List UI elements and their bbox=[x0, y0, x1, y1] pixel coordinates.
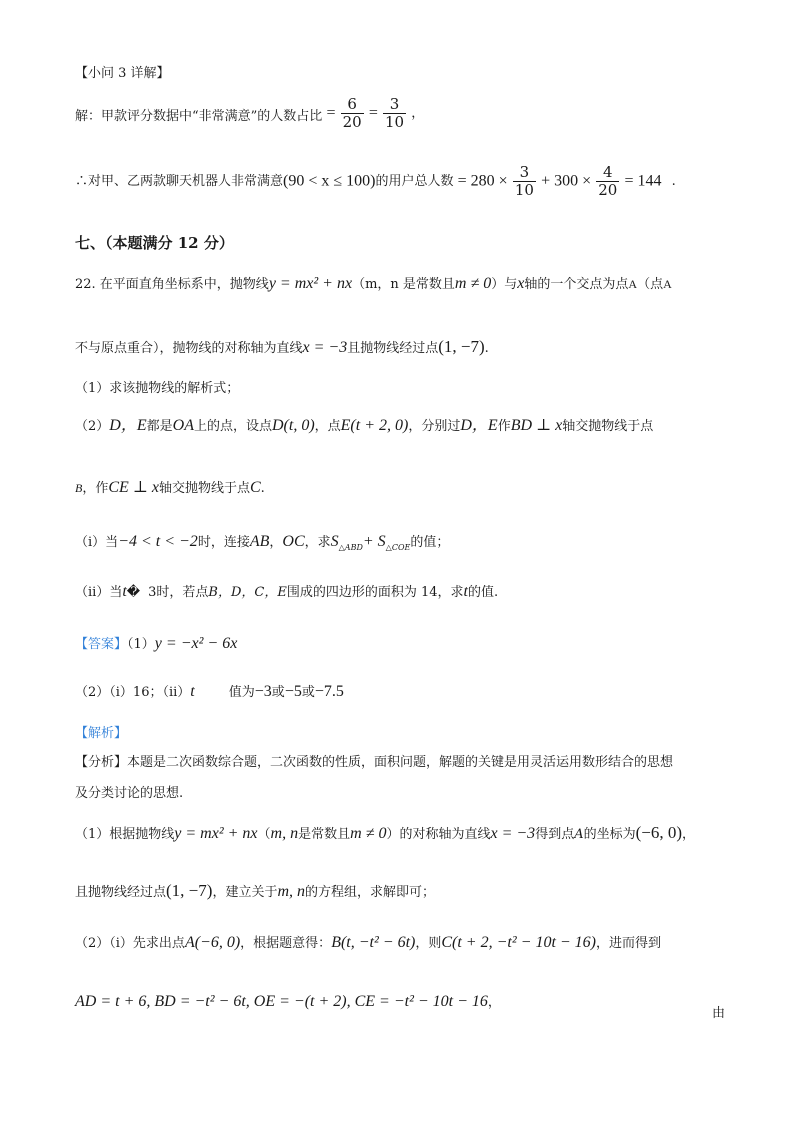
fraction-4-20: $\frac{4}{20}$ bbox=[598, 163, 618, 199]
analysis-trailing-you: 由 bbox=[712, 1006, 726, 1021]
score-range: (90 < x ≤ 100) bbox=[283, 172, 376, 190]
analysis-step2: （2）（i）先求出点A(−6, 0)，根据题意得：B(t, −t² − 6t)，则C(t + 2, −t² − 10t − 16)，进而得到 bbox=[75, 934, 662, 951]
analysis-summary-2: 及分类讨论的思想. bbox=[75, 786, 184, 801]
analysis-summary-1: 【分析】本题是二次函数综合题，二次函数的性质，面积问题，解题的关键是用灵活运用数形结合的思想 bbox=[75, 755, 674, 770]
q22-part1: （1）求该抛物线的解析式； bbox=[75, 381, 240, 396]
fraction-6-20: $\frac{6}{20}$ bbox=[342, 95, 362, 131]
analysis-step1-cont: 且抛物线经过点(1, −7)，建立关于m, n的方程组，求解即可； bbox=[75, 881, 436, 900]
answer-line2: （2）（i）16；（ii）t 值为−3或−5或−7.5 bbox=[75, 683, 344, 700]
q22-part2: （2）D，E都是OA上的点，设点D(t, 0)，点E(t + 2, 0)，分别过D，E作BD ⊥ x轴交抛物线于点 bbox=[75, 417, 654, 434]
analysis-step2-expr: AD = t + 6, BD = −t² − 6t, OE = −(t + 2), CE = −t² − 10t − 16， bbox=[75, 993, 501, 1010]
fraction-3-10: $\frac{3}{10}$ bbox=[385, 95, 405, 131]
sub3-solution-text: 解：甲款评分数据中“非常满意”的人数占比 bbox=[75, 108, 323, 124]
sub3-header: 【小问 3 详解】 bbox=[75, 66, 170, 81]
sub3-total-text: ∴对甲、乙两款聊天机器人非常满意 bbox=[75, 173, 284, 189]
sub3-total-line: ∴对甲、乙两款聊天机器人非常满意(90 < x ≤ 100)的用户总人数 = 280 × $\frac{3}{10}$ + 300 × $\frac{4}{20}$ = 144 . bbox=[75, 163, 676, 199]
sub3-solution-line: 解：甲款评分数据中“非常满意”的人数占比 = $\frac{6}{20}$ = $\frac{3}{10}$ ， bbox=[75, 95, 425, 131]
q22-part-ii: （ii）当t� 3时，若点B，D，C，E围成的四边形的面积为 14，求t的值. bbox=[75, 583, 499, 600]
analysis-step1: （1）根据抛物线y = mx² + nx（m, n是常数且m ≠ 0）的对称轴为直线x = −3得到点A的坐标为(−6, 0)， bbox=[75, 823, 696, 842]
answer-label: 【答案】 bbox=[75, 637, 128, 652]
fraction-3-10-b: $\frac{3}{10}$ bbox=[514, 163, 534, 199]
q22-line1: 22. 在平面直角坐标系中，抛物线y = mx² + nx（m，n 是常数且m ≠ 0）与x轴的一个交点为点A（点A bbox=[75, 275, 672, 292]
answer-line1: 【答案】（1）y = −x² − 6x bbox=[75, 635, 238, 652]
section-title: 七、（本题满分 12 分） bbox=[75, 234, 234, 252]
q22-part-i: （i）当−4 < t < −2时，连接AB，OC，求$S_{\triangle ABD}+ S_{\triangle COE}$的值； bbox=[75, 533, 450, 552]
q22-part2-cont: B，作CE ⊥ x轴交抛物线于点C. bbox=[75, 479, 265, 496]
q22-line2: 不与原点重合），抛物线的对称轴为直线x = −3且抛物线经过点(1, −7). bbox=[75, 337, 489, 356]
analysis-label: 【解析】 bbox=[75, 726, 128, 741]
